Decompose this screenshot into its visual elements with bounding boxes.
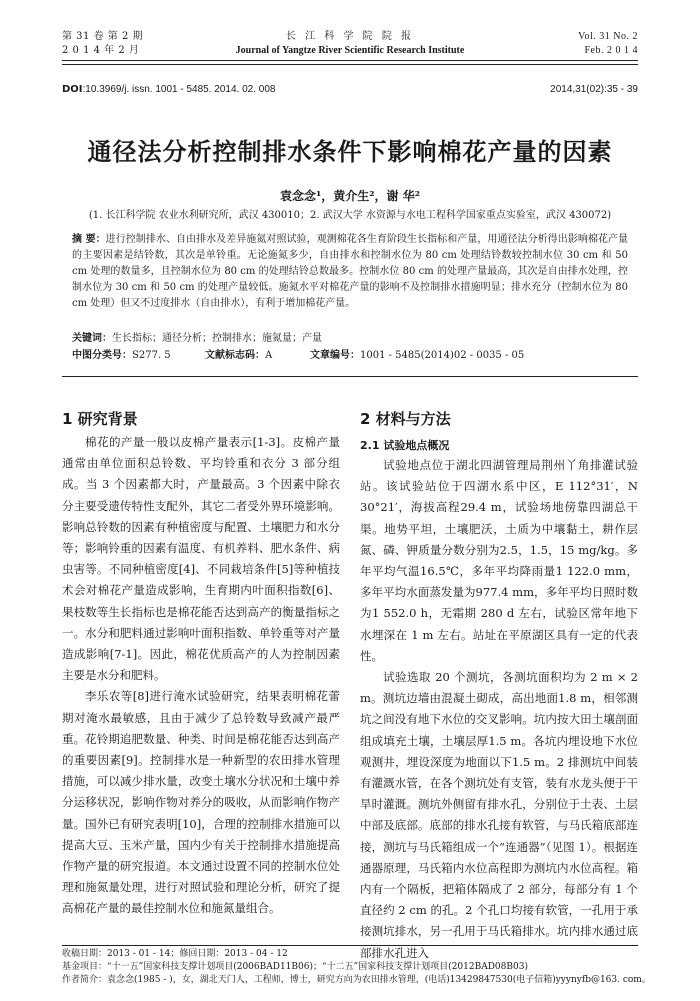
right-column (360, 455, 638, 964)
keywords-text: 生长指标；通径分析；控制排水；施氮量；产量 (112, 333, 322, 344)
authors: 袁念念¹，黄介生²，谢 华² (280, 189, 420, 203)
date-en: Feb. 2 0 1 4 (584, 45, 638, 56)
section-2-heading: 2 材料与方法 (360, 410, 451, 428)
section-2-1-heading: 2.1 试验地点概况 (360, 439, 450, 452)
clc-value: S277. 5 (132, 350, 171, 361)
article-title: 通径法分析控制排水条件下影响棉花产量的因素 (87, 138, 613, 166)
citation: 2014,31(02):35 - 39 (550, 84, 638, 95)
fund-info: 基金项目：“十一五”国家科技支撑计划项目(2006BAD11B06)；“十二五”国家科技支撑计划项目(2012BAD08B03) (62, 962, 528, 972)
journal-name-en: Journal of Yangtze River Scientific Research Institute (235, 45, 465, 56)
article-number (310, 349, 524, 363)
header-rule (62, 60, 638, 65)
clc (72, 349, 171, 363)
article-number-label: 文章编号： (310, 350, 360, 361)
left-column (62, 432, 340, 920)
paragraph: 李乐农等[8]进行淹水试验研究，结果表明棉花蕾期对淹水最敏感，且由于减少了总铃数导致减产最严重。花铃期追肥数量、种类、时间是棉花能否达到高产的重要因素[9]。控制排水是一种新型的农田排水管理措施，可以减少排水量，改变土壤水分状况和土壤中养分运移状况，影响作物对养分的吸收，从而影响作物产量。国外已有研究表明[10]，合理的控制排水措施可以提高大豆、玉米产量，国内少有关于控制排水措施提高作物产量的研究报道。本文通过设置不同的控制水位处理和施氮量处理，进行对照试验和理论分析，研究了提高棉花产量的最佳控制水位和施氮量组合。 (62, 689, 340, 916)
abstract-text: 进行控制排水、自由排水及差异施氮对照试验，观测棉花各生育阶段生长指标和产量，用通径法分析得出影响棉花产量的主要因素是结铃数，其次是单铃重。无论施氮多少，自由排水和控制水位为 80 cm 处理结铃数较控制水位 30 cm 和 50 cm 处理的数量多，且控制水位为 80 cm 的处理结铃总数最多。控制水位 80 cm 的处理产量最高，其次是自由排水处理，控制水位为 30 cm 和 50 cm 的处理产量较低。施氮水平对棉花产量的影响不及控制排水措施明显；排水充分（控制水位为 80 cm 处理）但又不过度排水（自由排水），有利于增加棉花产量。 (72, 234, 629, 309)
volume-issue-en: Vol. 31 No. 2 (578, 31, 638, 42)
paragraph: 棉花的产量一般以皮棉产量表示[1-3]。皮棉产量通常由单位面积总铃数、平均铃重和衣分 3 部分组成。当 3 个因素都大时，产量最高。3 个因素中除衣分主要受遗传特性支配外，其它二者受外界环境影响。影响总铃数的因素有种植密度与配置、土壤肥力和水分等；影响铃重的因素有温度、有机养料、肥水条件、病虫害等。不同种植密度[4]、不同栽培条件[5]等种植技术会对棉花产量造成影响，生育期内叶面积指数[6]、果枝数等生长指标也是棉花能否达到高产的衡量指标之一。水分和肥料通过影响叶面积指数、单铃重等对产量造成影响[7-1]。因此，棉花优质高产的人为控制因素主要是水分和肥料。 (62, 435, 340, 683)
doi-label: DOI (62, 84, 83, 95)
keywords (72, 332, 322, 346)
paragraph: 试验选取 20 个测坑，各测坑面积均为 2 m × 2 m。测坑边墙由混凝土砌成，高出地面1.8 m，相邻测坑之间没有地下水位的交叉影响。坑内按大田土壤剖面组成填充土壤，土壤层厚1.5 m。各坑内埋设地下水位观测井，埋设深度为地面以下1.5 m。2 排测坑中间装有灌溉水管，在各个测坑处有支管，装有水龙头便于干旱时灌溉。测坑外侧留有排水孔，分别位于土表、土层中部及底部。底部的排水孔接有软管，与马氏箱底部连接，测坑与马氏箱组成一个“连通器”（见图 1）。根据连通器原理，马氏箱内水位高程即为测坑内水位高程。箱内有一个隔板，把箱体隔成了 2 部分，每部分有 1 个直径约 2 cm 的孔。2 个孔口均接有软管，一孔用于承接测坑排水，另一孔用于马氏箱排水。坑内排水通过底部排水孔进入 (360, 670, 638, 960)
doi (62, 84, 275, 95)
paragraph: 试验地点位于湖北四湖管理局荆州丫角排灌试验站。该试验站位于四湖水系中区，E 112°31′，N 30°21′，海拔高程29.4 m，试验场地傍靠四湖总干渠。地势平坦，土壤肥沃，土质为中壤黏土，耕作层氮、磷、钾质量分数分别为2.5，1.5，15 mg/kg。多年平均气温16.5℃，多年平均降雨量1 122.0 mm，多年平均水面蒸发量为977.4 mm，多年平均日照时数为1 552.0 h，无霜期 280 d 左右，试验区常年地下水埋深在 1 m 左右。站址在平原湖区具有一定的代表性。 (360, 458, 638, 663)
abstract (72, 232, 628, 312)
affiliation: (1. 长江科学院 农业水利研究所，武汉 430010；2. 武汉大学 水资源与水电工程科学国家重点实验室，武汉 430072) (88, 210, 612, 221)
volume-issue-cn: 第 31 卷 第 2 期 (62, 31, 143, 42)
journal-name-cn: 长 江 科 学 院 院 报 (285, 31, 415, 42)
abstract-divider (62, 376, 638, 377)
received-date: 收稿日期：2013 - 01 - 14；修回日期：2013 - 04 - 12 (62, 949, 288, 959)
footnote-rule (62, 945, 638, 946)
clc-label: 中图分类号： (72, 350, 132, 361)
doc-code-label: 文献标志码： (205, 350, 265, 361)
section-1-heading: 1 研究背景 (62, 410, 138, 428)
abstract-label: 摘 要： (72, 234, 106, 245)
footnote (62, 948, 662, 987)
doi-value: :10.3969/j. issn. 1001 - 5485. 2014. 02. 008 (82, 84, 276, 95)
date-cn: 2 0 1 4 年 2 月 (62, 45, 140, 56)
keywords-label: 关键词： (72, 333, 112, 344)
doc-code (205, 349, 272, 363)
doc-code-value: A (265, 350, 273, 361)
author-bio: 作者简介：袁念念(1985 - )，女，湖北天门人，工程师，博士，研究方向为农田排水管理，(电话)13429847530(电子信箱)yyynyfb@163. com。 (62, 975, 651, 985)
article-number-value: 1001 - 5485(2014)02 - 0035 - 05 (360, 350, 525, 361)
